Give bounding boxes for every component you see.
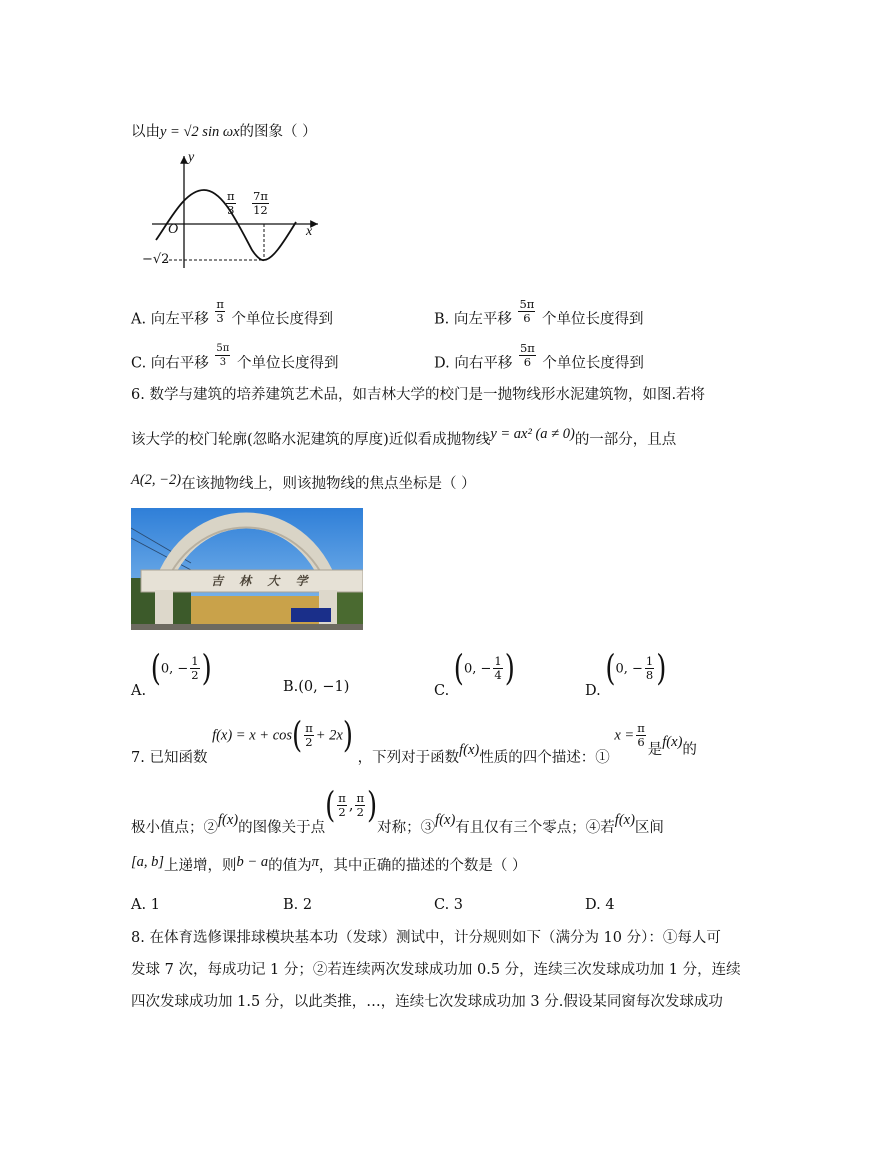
q5-b-label: B. 向左平移 xyxy=(434,311,512,328)
tick-7pi-over-12: $\frac{7\pi}{12}$ xyxy=(253,189,268,217)
tick-pi-over-3: $\frac{\pi}{3}$ xyxy=(227,189,235,217)
q5-d-label: D. 向右平移 xyxy=(434,355,513,372)
q5-a-label: A. 向左平移 xyxy=(131,311,209,328)
gate-inscription: 吉 林 大 学 xyxy=(211,574,314,588)
q7-l1-mid: ，下列对于函数 xyxy=(357,749,460,766)
q7-l2-rparen: ) xyxy=(367,785,378,826)
q7-l1-pre: 7. 已知函数 xyxy=(131,749,208,766)
q5-option-a xyxy=(131,297,333,333)
q5-option-c xyxy=(131,343,339,377)
q5-d-tail: 个单位长度得到 xyxy=(542,355,644,372)
q6-a-frac: $\frac{1}{2}$ xyxy=(191,654,199,682)
q6-d-pre: 0, − xyxy=(615,661,643,677)
q6-point-a: A(2, −2) xyxy=(131,472,182,488)
q7-l2-a: 极小值点；② xyxy=(131,819,218,836)
q7-interval: [a, b] xyxy=(131,854,165,870)
q5-option-b xyxy=(434,297,644,333)
q6-parabola-formula: y = ax² (a ≠ 0) xyxy=(490,426,575,442)
q7-pi: π xyxy=(311,854,319,870)
q7-line-3 xyxy=(131,856,526,876)
q7-l2-b: 的图像关于点 xyxy=(238,819,326,836)
q6-a-rparen: ) xyxy=(201,648,212,689)
q7-l2-fx2: f(x) xyxy=(435,811,456,828)
q5-c-frac: $\frac{5\pi}{3}$ xyxy=(216,343,230,368)
intro-post: 的图象（ ） xyxy=(239,124,317,140)
q6-line-2 xyxy=(131,426,677,450)
q6-c-frac: $\frac{1}{4}$ xyxy=(494,654,502,682)
q5-a-tail: 个单位长度得到 xyxy=(231,311,333,328)
q6-c-label: C. xyxy=(434,682,450,699)
q6-d-rparen: ) xyxy=(656,648,667,689)
q7-l1-fx: f(x) xyxy=(459,741,480,758)
q8-line-2: 发球 7 次，每成功记 1 分；②若连续两次发球成功加 0.5 分，连续三次发球成功加 1 分，连续 xyxy=(131,962,741,978)
q6-d-label: D. xyxy=(585,682,601,699)
q6-option-b: B.(0, −1) xyxy=(283,679,350,695)
q6-c-rparen: ) xyxy=(504,648,515,689)
q7-l2-e: 区间 xyxy=(634,819,664,836)
q7-option-a: A. 1 xyxy=(131,897,160,913)
q6-d-frac: $\frac{1}{8}$ xyxy=(645,654,654,682)
intro-pre: 以由 xyxy=(131,124,160,140)
q5-option-d xyxy=(434,341,644,377)
q5-a-frac: $\frac{\pi}{3}$ xyxy=(216,297,224,325)
q7-arg-tail: + 2x xyxy=(315,727,343,744)
q7-l2-c: 对称；③ xyxy=(377,819,436,836)
q7-x-eq: x = xyxy=(614,727,635,744)
q7-l1-shi: 是 xyxy=(647,741,663,758)
q7-line-1 xyxy=(131,715,697,766)
q7-point-frac-2: $\frac{\pi}{2}$ xyxy=(356,791,365,819)
q7-l3-b: 的值为 xyxy=(268,858,312,874)
q7-l1-mid2: 性质的四个描述：① xyxy=(479,749,610,766)
q7-arg-frac: $\frac{\pi}{2}$ xyxy=(305,721,313,749)
q7-option-d: D. 4 xyxy=(585,897,615,913)
q7-point-frac-1: $\frac{\pi}{2}$ xyxy=(338,791,346,819)
q6-line2-pre: 该大学的校门轮廓(忽略水泥建筑的厚度)近似看成抛物线 xyxy=(131,432,491,448)
q6-line3-post: 在该抛物线上，则该抛物线的焦点坐标是（ ） xyxy=(181,476,476,492)
q6-option-c xyxy=(434,648,515,699)
q5-c-tail: 个单位长度得到 xyxy=(236,355,339,372)
sign-board xyxy=(291,608,331,622)
q7-option-b: B. 2 xyxy=(283,897,313,913)
q7-l2-d: 有且仅有三个零点；④若 xyxy=(455,819,615,836)
q6-c-lparen: ( xyxy=(453,648,464,689)
q7-l2-fx3: f(x) xyxy=(614,811,635,828)
q7-l2-lparen: ( xyxy=(325,785,336,826)
q7-l2-fx: f(x) xyxy=(218,811,239,828)
intro-line xyxy=(131,122,317,142)
q7-l3-c: ，其中正确的描述的个数是（ ） xyxy=(318,858,527,874)
q5-c-label: C. 向右平移 xyxy=(131,355,209,372)
q6-option-d xyxy=(585,648,667,699)
q7-lparen: ( xyxy=(292,715,303,756)
q6-line-3 xyxy=(131,474,476,494)
q6-c-pre: 0, − xyxy=(463,661,492,677)
q7-rparen: ) xyxy=(342,715,354,756)
intro-formula: y = √2 sin ωx xyxy=(160,124,240,140)
q6-line2-post: 的一部分，且点 xyxy=(574,432,677,448)
ground xyxy=(131,624,363,630)
q6-d-lparen: ( xyxy=(605,648,616,689)
min-label: −√2 xyxy=(142,252,170,267)
q7-x-frac: $\frac{\pi}{6}$ xyxy=(637,721,645,749)
q7-l1-fx2: f(x) xyxy=(662,733,683,750)
campus-gate-illustration xyxy=(131,508,363,630)
q6-a-label: A. xyxy=(131,682,147,699)
q6-a-lparen: ( xyxy=(150,648,161,689)
q5-d-frac: $\frac{5\pi}{6}$ xyxy=(519,341,535,369)
q7-option-c: C. 3 xyxy=(434,897,464,913)
origin-label: O xyxy=(168,222,179,237)
q8-line-3: 四次发球成功加 1.5 分，以此类推，…，连续七次发球成功加 3 分.假设某同窗每次发球成功 xyxy=(131,994,723,1010)
q7-l1-de: 的 xyxy=(682,741,697,758)
q7-b-minus-a: b − a xyxy=(236,854,269,870)
q5-b-frac: $\frac{5\pi}{6}$ xyxy=(519,297,535,325)
q7-l3-a: 上递增，则 xyxy=(164,858,237,874)
q7-function-def: f(x) = x + cos xyxy=(212,727,293,744)
q6-a-pre: 0, − xyxy=(160,661,189,677)
sine-graph xyxy=(140,150,330,280)
q8-line-1: 8. 在体育选修课排球模块基本功（发球）测试中，计分规则如下（满分为 10 分）：①每人可 xyxy=(131,930,721,946)
q6-option-a xyxy=(131,648,212,699)
q7-line-2: 极小值点；②f(x)的图像关于点( $\frac{\pi}{2}$ , $\frac{\pi}{2}$ )对称；③f(x)有且仅有三个零点；④若f(x)区间 xyxy=(131,785,664,836)
q6-line-1: 6. 数学与建筑的培养建筑艺术品，如吉林大学的校门是一抛物线形水泥建筑物，如图.若将 xyxy=(131,387,706,403)
x-axis-label: x xyxy=(306,224,313,239)
q5-b-tail: 个单位长度得到 xyxy=(541,311,644,328)
campus-gate-photo xyxy=(131,508,363,630)
y-axis-label: y xyxy=(188,150,195,165)
